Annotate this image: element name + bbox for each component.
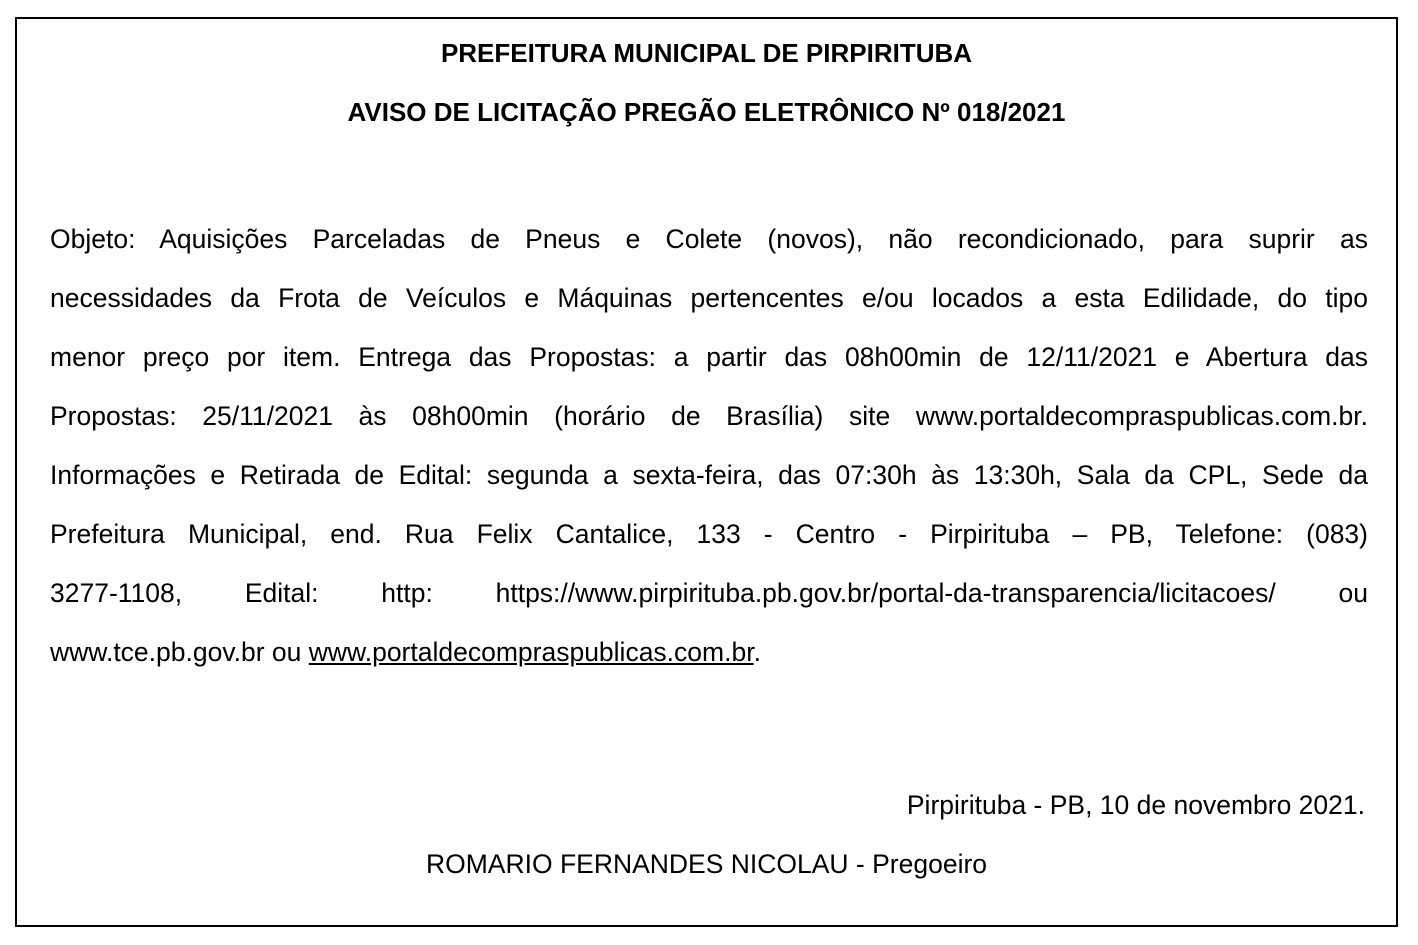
portal-link[interactable]: www.portaldecompraspublicas.com.br — [308, 637, 754, 667]
body-line: menor preço por item. Entrega das Propostas: a partir das 08h00min de 12/11/2021 e Abertura das — [50, 342, 1368, 372]
body-line: Propostas: 25/11/2021 às 08h00min (horário de Brasília) site www.portaldecompraspublicas.com.br. — [50, 401, 1368, 431]
notice-body — [50, 210, 1368, 682]
notice-title: PREFEITURA MUNICIPAL DE PIRPIRITUBA — [440, 38, 973, 68]
body-line: Prefeitura Municipal, end. Rua Felix Cantalice, 133 - Centro - Pirpirituba – PB, Telefone: (083) — [50, 519, 1368, 549]
last-line-suffix: . — [753, 637, 761, 667]
notice-subtitle: AVISO DE LICITAÇÃO PREGÃO ELETRÔNICO Nº 018/2021 — [347, 97, 1066, 127]
body-line: necessidades da Frota de Veículos e Máquinas pertencentes e/ou locados a esta Edilidade, do tipo — [50, 283, 1368, 313]
body-line: Objeto: Aquisições Parceladas de Pneus e Colete (novos), não recondicionado, para suprir as — [50, 224, 1368, 254]
signer-line: ROMARIO FERNANDES NICOLAU - Pregoeiro — [425, 849, 988, 879]
body-line: 3277-1108, Edital: http: https://www.pirpirituba.pb.gov.br/portal-da-transparencia/licitacoes/ ou — [50, 578, 1368, 608]
date-line: Pirpirituba - PB, 10 de novembro 2021. — [906, 790, 1365, 820]
notice-frame — [15, 17, 1398, 927]
body-line: Informações e Retirada de Edital: segunda a sexta-feira, das 07:30h às 13:30h, Sala da CPL, Sede da — [50, 460, 1368, 490]
body-last-line — [50, 623, 1368, 682]
last-line-prefix: www.tce.pb.gov.br ou — [50, 637, 309, 667]
